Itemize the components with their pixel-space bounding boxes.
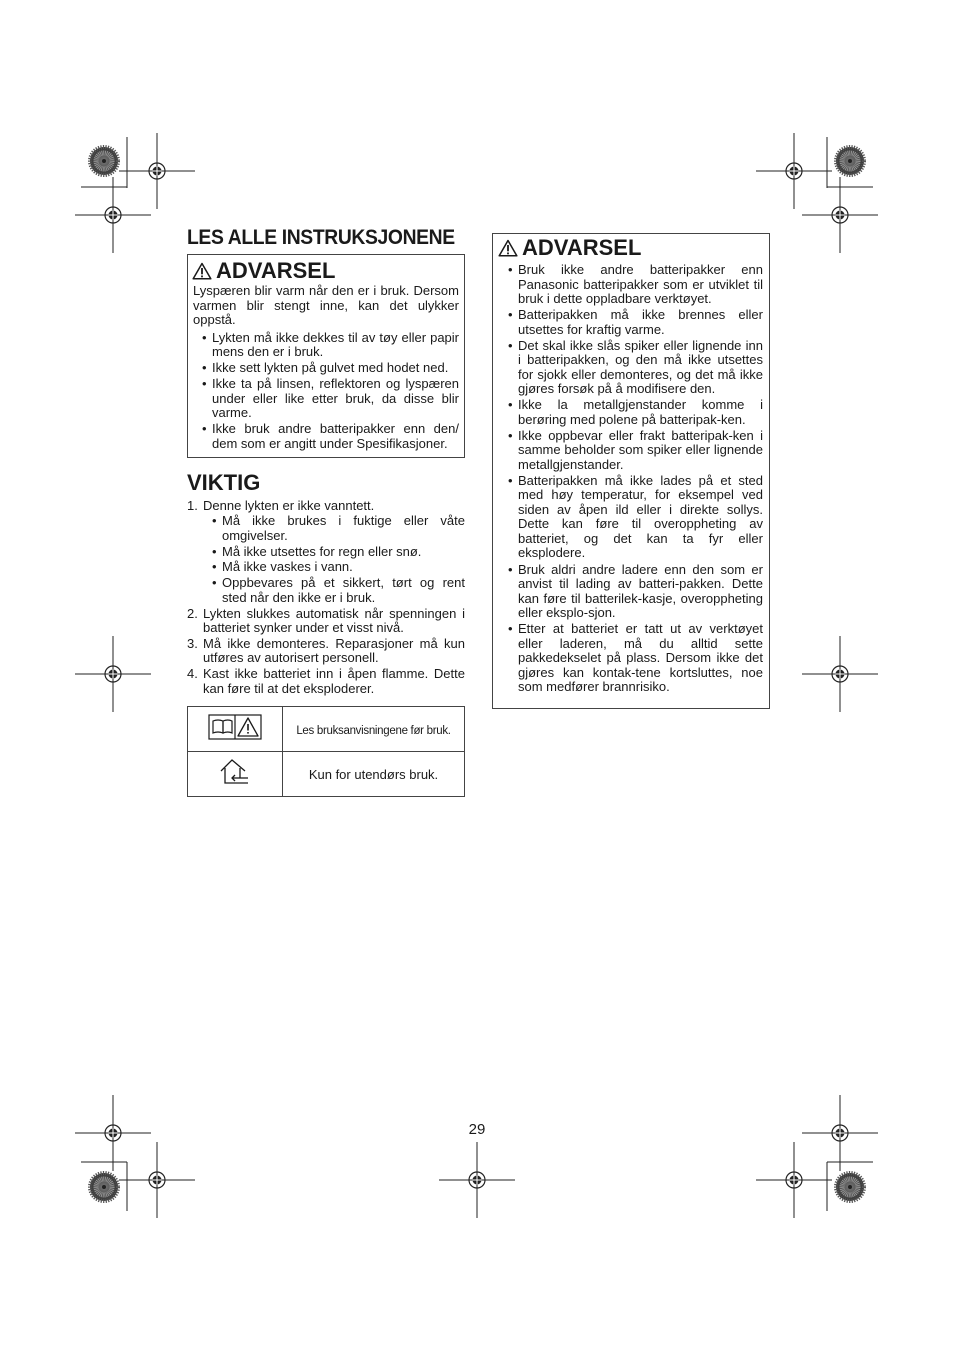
sub-list-item: • Oppbevares på et sikkert, tørt og rent sted når den ikke er i bruk. — [203, 576, 465, 605]
symbol-table — [187, 706, 465, 797]
table-row — [188, 752, 465, 797]
symbol-text-cell — [283, 752, 465, 797]
important-heading: VIKTIG — [187, 469, 261, 495]
page-number: 29 — [468, 1121, 486, 1138]
list-item: • Batteripakken må ikke brennes eller utsettes for kraftig varme. — [499, 308, 763, 337]
list-item — [187, 499, 465, 605]
table-row — [188, 707, 465, 752]
sub-list-item: • Må ikke brukes i fuktige eller våte omgivelser. — [203, 514, 465, 543]
warning-list-right — [499, 263, 763, 695]
symbol-text: Les bruksanvisningene før bruk. — [296, 724, 451, 737]
warning-triangle-icon — [498, 239, 518, 257]
list-item — [187, 667, 465, 696]
item-number: 4. — [187, 666, 198, 682]
list-item: • Ikke oppbevar eller frakt batteripak-ken i samme beholder som spiker eller lignende metallgjenstander. — [499, 429, 763, 473]
section-title: LES ALLE INSTRUKSJONENE — [187, 226, 455, 249]
warning-box-left — [187, 254, 465, 458]
warning-box-right — [492, 233, 770, 709]
list-item: • Ikke sett lykten på gulvet med hodet ned. — [193, 361, 459, 376]
important-list — [187, 499, 465, 696]
list-item: • Ikke la metallgjenstander komme i berøring med polene på batteripak-ken. — [499, 398, 763, 427]
symbol-text: Kun for utendørs bruk. — [308, 766, 439, 782]
symbol-text-cell — [283, 707, 465, 752]
list-item — [187, 607, 465, 636]
list-item: • Bruk ikke andre batteripakker enn Panasonic batteripakker som er utviklet til bruk i dette oppladbare verktøyet. — [499, 263, 763, 307]
left-column — [187, 226, 465, 797]
manual-warning-icon — [208, 714, 262, 740]
item-text: Kast ikke batteriet inn i åpen flamme. Dette kan føre til at det eksploderer. — [203, 666, 465, 696]
list-item: • Ikke ta på linsen, reflektoren og lyspæren under eller like etter bruk, da disse blir varme. — [193, 377, 459, 421]
warning-intro: Lyspæren blir varm når den er i bruk. Dersom varmen blir stengt inne, kan det ulykker oppstå. — [193, 283, 459, 327]
list-item: • Det skal ikke slås spiker eller lignende inn i batteripakken, og den må ikke utsettes for sjokk eller demonteres, og det må ikke gjøres forsøk på å modifisere den. — [499, 339, 763, 397]
item-number: 3. — [187, 635, 198, 651]
list-item — [187, 637, 465, 666]
sub-list — [203, 514, 465, 605]
item-text: Må ikke demonteres. Reparasjoner må kun utføres av autorisert personell. — [203, 635, 465, 666]
list-item: • Lykten må ikke dekkes til av tøy eller papir mens den er i bruk. — [193, 331, 459, 360]
symbol-cell — [188, 707, 283, 752]
list-item: • Bruk aldri andre ladere enn den som er anvist til lading av batteri-pakken. Dette kan føre til batterilek-kasje, overoppheting eller eksplo-sjon. — [499, 563, 763, 621]
item-number: 2. — [187, 605, 198, 621]
outdoor-house-icon — [218, 757, 252, 787]
warning-heading — [498, 236, 763, 260]
item-number: 1. — [187, 497, 198, 513]
sub-list-item: • Må ikke vaskes i vann. — [203, 560, 465, 575]
item-text: Denne lykten er ikke vanntett. — [203, 497, 375, 513]
list-item: • Ikke bruk andre batteripakker enn den/ dem som er angitt under Spesifikasjoner. — [193, 422, 459, 451]
item-text: Lykten slukkes automatisk når spenningen i batteriet synker under et visst nivå. — [203, 605, 465, 636]
sub-list-item: • Må ikke utsettes for regn eller snø. — [203, 545, 465, 560]
warning-triangle-icon — [192, 262, 212, 280]
right-column — [492, 233, 770, 709]
symbol-cell — [188, 752, 283, 797]
warning-heading — [192, 259, 459, 283]
list-item: • Batteripakken må ikke lades på et sted med høy temperatur, for eksempel ved siden av åpen ild eller i direkte sollys. Dette kan føre til overoppheting av batteriet, og det kan ta fyr eller eksplodere. — [499, 474, 763, 561]
warning-list-left — [193, 331, 459, 452]
warning-heading-text: ADVARSEL — [216, 258, 336, 283]
list-item: • Etter at batteriet er tatt ut av verktøyet eller laderen, må du alltid sette pakkedekselet på plass. Dersom ikke det gjøres kan kontak-tene kortsluttes, noe som medfører brannrisiko. — [499, 622, 763, 695]
warning-heading-text: ADVARSEL — [522, 235, 642, 260]
